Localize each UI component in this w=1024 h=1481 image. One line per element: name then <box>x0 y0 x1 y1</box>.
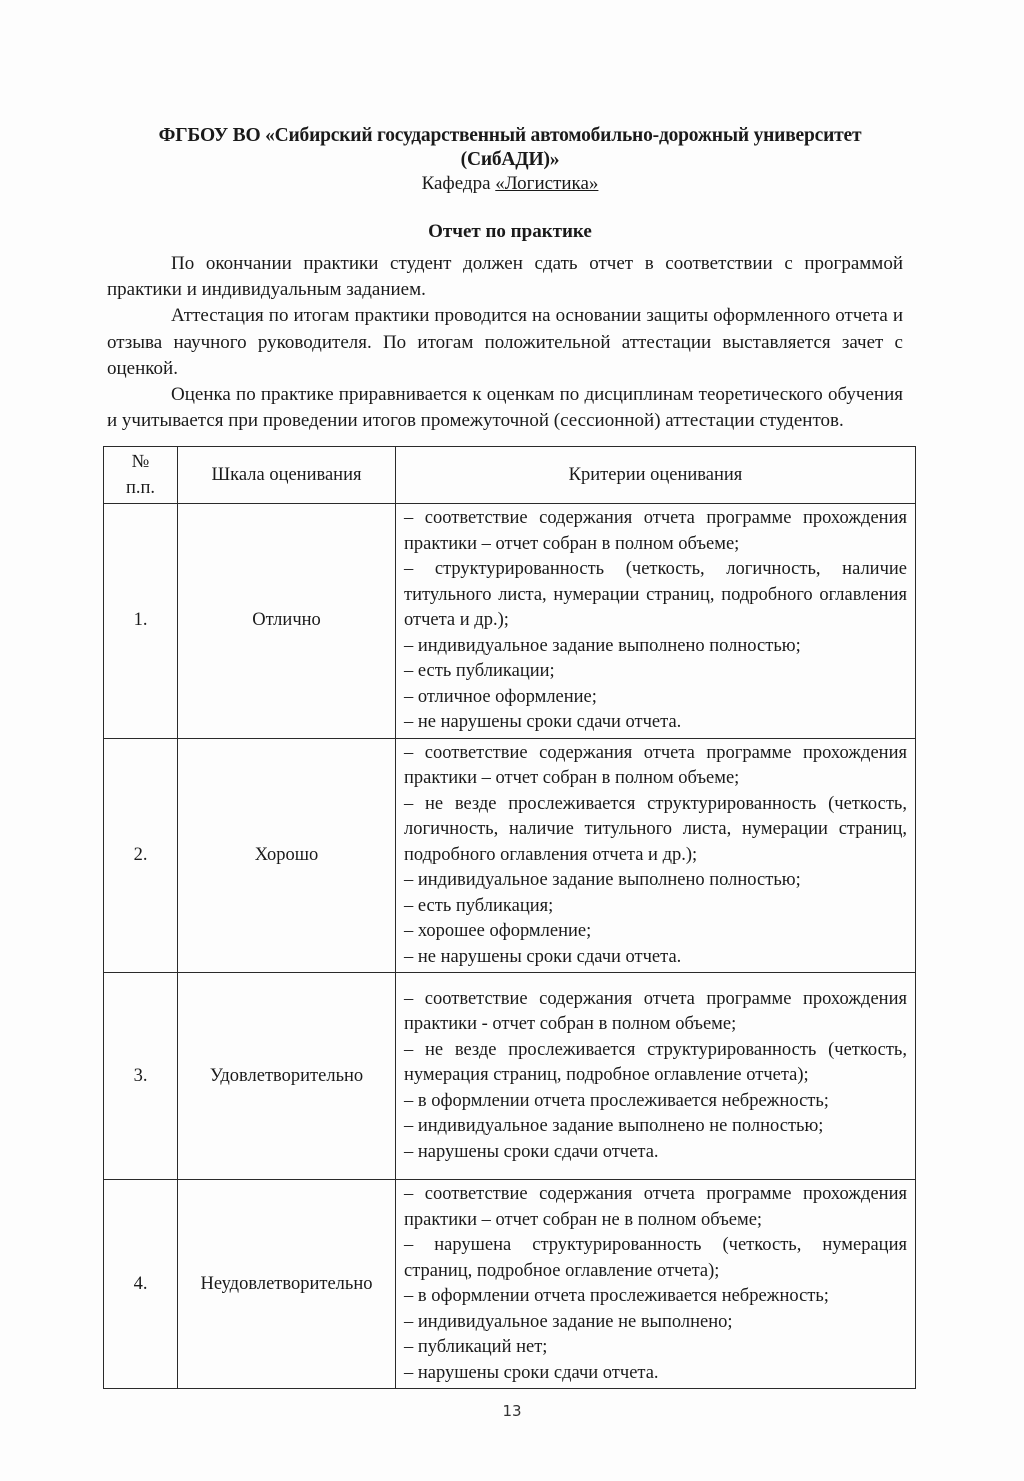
header-number-abbr: п.п. <box>125 478 156 498</box>
criterion: – не везде прослеживается структурированность (четкость, нумерация страниц, подробное оглавление отчета); <box>404 1039 907 1086</box>
criterion: – соответствие содержания отчета программе прохождения практики – отчет собран не в полном объеме; <box>404 1184 907 1230</box>
table-row <box>104 1180 916 1389</box>
table-header-row <box>104 447 916 504</box>
criterion: – соответствие содержания отчета программе прохождения практики - отчет собран в полном объеме; <box>404 988 907 1035</box>
row-scale: Удовлетворительно <box>178 973 396 1180</box>
header-number-symbol: № <box>131 452 150 472</box>
row-number: 2. <box>104 738 178 973</box>
paragraph: Оценка по практике приравнивается к оценкам по дисциплинам теоретического обучения и учитывается при проведении итогов промежуточной (сессионной) аттестации студентов. <box>107 384 903 432</box>
organization-title <box>100 124 920 172</box>
criterion: – хорошее оформление; <box>404 921 592 941</box>
criterion: – соответствие содержания отчета программе прохождения практики – отчет собран в полном объеме; <box>404 508 907 554</box>
criterion: – не нарушены сроки сдачи отчета. <box>404 946 682 967</box>
row-number: 1. <box>104 504 178 739</box>
row-criteria <box>396 738 916 973</box>
criterion: – не нарушены сроки сдачи отчета. <box>404 712 682 732</box>
header-criteria: Критерии оценивания <box>396 447 916 504</box>
organization-title-line2: (СибАДИ)» <box>460 149 560 170</box>
criterion: – не везде прослеживается структурированность (четкость, логичность, наличие титульного листа, нумерации страниц, подробного оглавления отчета и др.); <box>404 793 907 865</box>
criterion: – в оформлении отчета прослеживается небрежность; <box>404 1286 829 1306</box>
organization-title-line1: ФГБОУ ВО «Сибирский государственный автомобильно-дорожный университет <box>158 125 862 146</box>
criterion: – публикаций нет; <box>404 1337 548 1357</box>
row-scale: Хорошо <box>178 738 396 973</box>
criterion: – нарушены сроки сдачи отчета. <box>404 1141 659 1162</box>
paragraph: Аттестация по итогам практики проводится на основании защиты оформленного отчета и отзыва научного руководителя. По итогам положительной аттестации выставляется зачет с оценкой. <box>107 305 903 379</box>
criterion: – нарушена структурированность (четкость, нумерация страниц, подробное оглавление отчета); <box>404 1235 907 1281</box>
criterion: – в оформлении отчета прослеживается небрежность; <box>404 1090 829 1111</box>
section-title: Отчет по практике <box>428 221 592 242</box>
row-number: 3. <box>104 973 178 1180</box>
body-text <box>107 251 903 434</box>
row-scale: Отлично <box>178 504 396 739</box>
criterion: – есть публикация; <box>404 895 554 916</box>
row-criteria <box>396 973 916 1180</box>
header-scale: Шкала оценивания <box>178 447 396 504</box>
criterion: – индивидуальное задание выполнено полностью; <box>404 635 801 656</box>
department-name: «Логистика» <box>495 173 599 194</box>
paragraph: По окончании практики студент должен сдать отчет в соответствии с программой практики и индивидуальным заданием. <box>107 253 903 301</box>
row-scale: Неудовлетворительно <box>178 1180 396 1389</box>
criterion: – отличное оформление; <box>404 686 597 707</box>
department-prefix: Кафедра <box>421 173 496 194</box>
department-line <box>100 172 920 196</box>
criterion: – структурированность (четкость, логичность, наличие титульного листа, нумерации страниц, подробного оглавления отчета и др.); <box>404 559 907 630</box>
criterion: – есть публикации; <box>404 661 555 681</box>
criterion: – соответствие содержания отчета программе прохождения практики – отчет собран в полном объеме; <box>404 742 907 788</box>
criterion: – индивидуальное задание не выполнено; <box>404 1311 733 1332</box>
header-number <box>104 447 178 504</box>
criterion: – нарушены сроки сдачи отчета. <box>404 1362 659 1383</box>
table-row <box>104 973 916 1180</box>
grading-table <box>103 446 916 1389</box>
criterion: – индивидуальное задание выполнено не полностью; <box>404 1116 824 1137</box>
row-criteria <box>396 504 916 739</box>
document-header <box>100 124 920 244</box>
row-number: 4. <box>104 1180 178 1389</box>
table-row <box>104 504 916 739</box>
row-criteria <box>396 1180 916 1389</box>
page-number: 13 <box>502 1402 522 1420</box>
table-row <box>104 738 916 973</box>
criterion: – индивидуальное задание выполнено полностью; <box>404 870 801 890</box>
